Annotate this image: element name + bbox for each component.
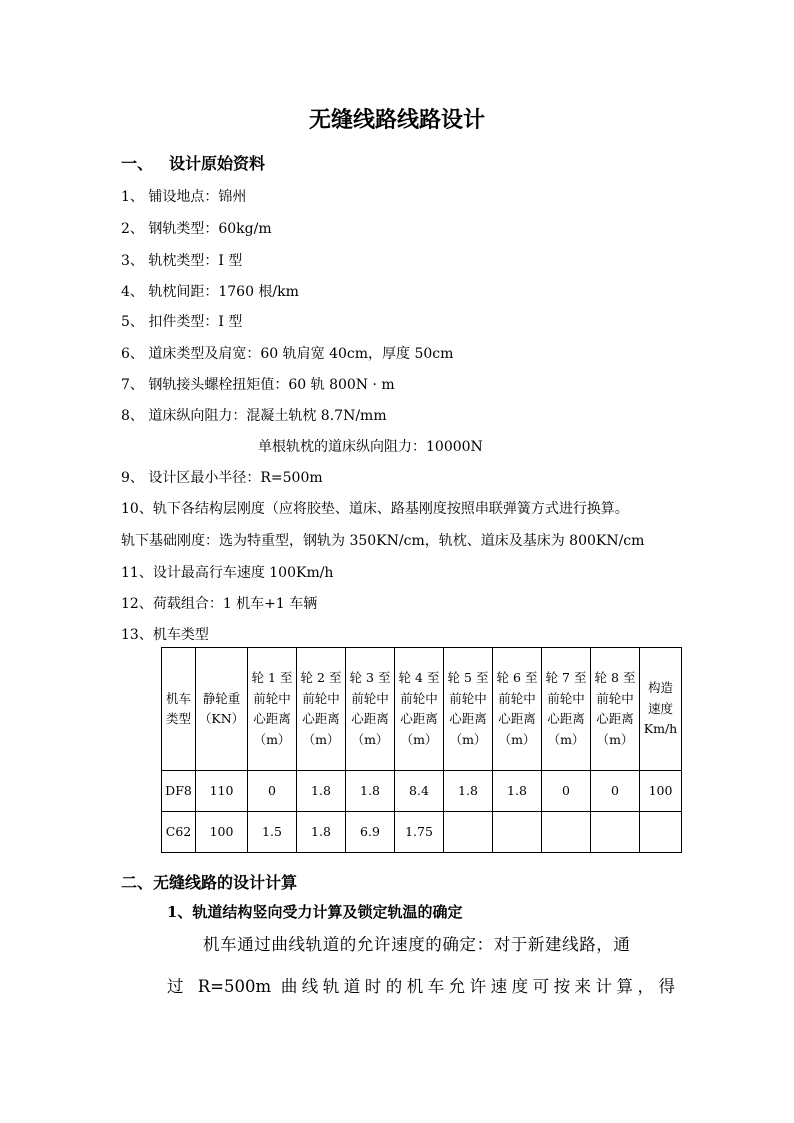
table-cell: 0 (542, 771, 591, 812)
item-12: 12、荷载组合：1 机车+1 车辆 (121, 596, 318, 612)
table-row (162, 771, 682, 812)
table-cell: 110 (196, 771, 248, 812)
table-cell: C62 (162, 812, 196, 853)
table-cell (444, 812, 493, 853)
subsection-1-heading: 1、轨道结构竖向受力计算及锁定轨温的确定 (167, 903, 463, 921)
table-cell (640, 812, 682, 853)
section-1-number: 一、 (121, 154, 154, 173)
section-2-heading: 二、无缝线路的设计计算 (121, 873, 298, 892)
document-title: 无缝线路线路设计 (308, 107, 485, 133)
item-10-continuation: 轨下基础刚度：选为特重型，钢轨为 350KN/cm，轨枕、道床及基床为 800KN/cm (121, 533, 645, 549)
table-cell: 100 (640, 771, 682, 812)
table-header-cell: 构造速度 Km/h (640, 648, 682, 771)
item-3: 3、 轨枕类型：I 型 (121, 253, 243, 269)
item-13: 13、机车类型 (121, 627, 209, 643)
item-8-continuation: 单根轨枕的道床纵向阻力：10000N (258, 439, 483, 455)
item-4: 4、 轨枕间距：1760 根/km (121, 284, 299, 300)
section-1-title: 设计原始资料 (169, 154, 266, 173)
paragraph-line-1: 机车通过曲线轨道的允许速度的确定：对于新建线路，通 (203, 935, 631, 954)
table-header-cell: 机车类型 (162, 648, 196, 771)
table-cell: 100 (196, 812, 248, 853)
item-8: 8、 道床纵向阻力：混凝土轨枕 8.7N/mm (121, 408, 387, 424)
table-header-cell: 轮 8 至前轮中心距离（m） (591, 648, 640, 771)
table-header-cell: 轮 5 至前轮中心距离（m） (444, 648, 493, 771)
table-cell: 0 (248, 771, 297, 812)
table-cell: 1.8 (297, 812, 346, 853)
table-row (162, 812, 682, 853)
item-1: 1、 铺设地点：锦州 (121, 189, 247, 205)
paragraph-line-2: 过 R=500m 曲线轨道时的机车允许速度可按来计算，得 (167, 977, 675, 996)
table-header-row (162, 648, 682, 771)
table-cell: 1.8 (346, 771, 395, 812)
table-cell: 0 (591, 771, 640, 812)
table-header-cell: 轮 7 至前轮中心距离（m） (542, 648, 591, 771)
item-11: 11、设计最高行车速度 100Km/h (121, 565, 334, 581)
table-cell: DF8 (162, 771, 196, 812)
item-2: 2、 钢轨类型：60kg/m (121, 221, 272, 237)
table-cell: 1.8 (297, 771, 346, 812)
table-cell: 6.9 (346, 812, 395, 853)
item-7: 7、 钢轨接头螺栓扭矩值：60 轨 800N · m (121, 377, 395, 393)
table-header-cell: 轮 6 至前轮中心距离（m） (493, 648, 542, 771)
table-header-cell: 轮 2 至前轮中心距离（m） (297, 648, 346, 771)
item-10: 10、轨下各结构层刚度（应将胶垫、道床、路基刚度按照串联弹簧方式进行换算。 (121, 501, 629, 517)
table-header-cell: 轮 4 至前轮中心距离（m） (395, 648, 444, 771)
table-header-cell: 静轮重（KN） (196, 648, 248, 771)
table-cell (493, 812, 542, 853)
table-cell: 1.8 (493, 771, 542, 812)
item-9: 9、 设计区最小半径：R=500m (121, 470, 323, 486)
table-header-cell: 轮 3 至前轮中心距离（m） (346, 648, 395, 771)
table-cell (542, 812, 591, 853)
section-1-heading (121, 151, 265, 174)
table-cell: 1.5 (248, 812, 297, 853)
item-6: 6、 道床类型及肩宽：60 轨肩宽 40cm，厚度 50cm (121, 346, 454, 362)
table-cell: 1.8 (444, 771, 493, 812)
table-cell: 1.75 (395, 812, 444, 853)
table-header-cell: 轮 1 至前轮中心距离（m） (248, 648, 297, 771)
item-5: 5、 扣件类型：I 型 (121, 314, 243, 330)
locomotive-spec-table (161, 647, 682, 853)
table-cell (591, 812, 640, 853)
table-cell: 8.4 (395, 771, 444, 812)
